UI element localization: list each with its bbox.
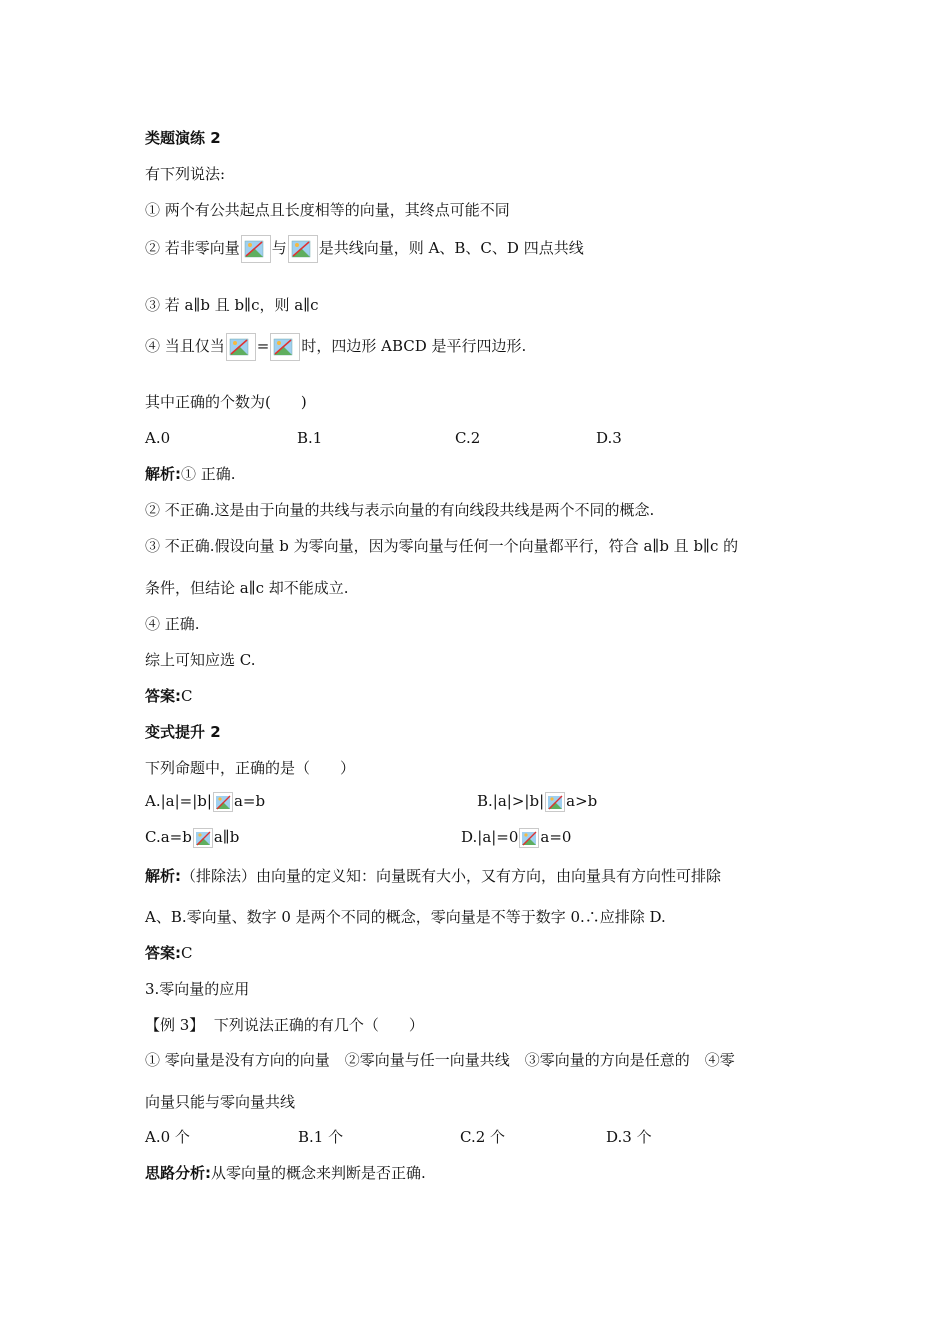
broken-image-icon (270, 333, 300, 361)
option-b: B.1 (297, 429, 323, 447)
broken-image-icon (241, 235, 271, 263)
section-heading: 3.零向量的应用 (145, 980, 250, 998)
option-b (477, 790, 597, 812)
intro-text: 有下列说法: (145, 165, 226, 183)
analysis-line: ② 不正确.这是由于向量的共线与表示向量的有向线段共线是两个不同的概念. (145, 501, 655, 519)
option-c: C.2 个 (460, 1128, 506, 1146)
broken-image-icon (288, 235, 318, 263)
option-d (461, 826, 571, 848)
option-c (145, 826, 239, 848)
statement-4 (145, 333, 526, 361)
statement-4-part: 时，四边形 ABCD 是平行四边形. (301, 337, 527, 355)
thinking-line (145, 1162, 426, 1184)
answer-label: 答案: (145, 944, 181, 962)
broken-image-icon (519, 828, 539, 848)
example-text: 下列说法正确的有几个（ ） (213, 1016, 424, 1034)
option-part: a>b (566, 792, 598, 810)
option-d: D.3 个 (606, 1128, 652, 1146)
thinking-label: 思路分析: (145, 1164, 211, 1182)
statement-2-part: 与 (271, 239, 287, 257)
analysis-label: 解析: (145, 465, 181, 483)
example-line (145, 1014, 424, 1036)
analysis-line: ③ 不正确.假设向量 b 为零向量，因为零向量与任何一个向量都平行，符合 a∥b 且 b∥c 的 (145, 537, 739, 555)
analysis-label: 解析: (145, 867, 181, 885)
answer-line (145, 942, 192, 964)
answer-value: C (181, 944, 193, 962)
broken-image-icon (193, 828, 213, 848)
analysis-line (145, 463, 236, 485)
statement-1: ① 两个有公共起点且长度相等的向量，其终点可能不同 (145, 201, 510, 219)
option-part: a=b (233, 792, 266, 810)
section-heading: 类题演练 2 (145, 129, 221, 147)
analysis-text: （排除法）由向量的定义知：向量既有大小，又有方向，由向量具有方向性可排除 (181, 867, 722, 885)
items-line: 向量只能与零向量共线 (145, 1093, 296, 1111)
analysis-line: ④ 正确. (145, 615, 200, 633)
answer-value: C (181, 687, 193, 705)
statement-2 (145, 235, 584, 263)
statement-4-part: ④ 当且仅当 (145, 337, 225, 355)
analysis-line (145, 865, 721, 887)
statement-4-part: = (256, 337, 270, 355)
section-heading: 变式提升 2 (145, 723, 221, 741)
option-part: B.|a|>|b| (477, 792, 545, 810)
broken-image-icon (226, 333, 256, 361)
analysis-line: A、B.零向量、数字 0 是两个不同的概念，零向量是不等于数字 0.∴应排除 D. (145, 908, 666, 926)
analysis-text: ① 正确. (181, 465, 236, 483)
example-label: 【例 3】 (145, 1016, 205, 1034)
option-d: D.3 (596, 429, 622, 447)
option-a: A.0 个 (145, 1128, 190, 1146)
option-part: D.|a|=0 (461, 828, 519, 846)
statement-2-part: ② 若非零向量 (145, 239, 240, 257)
statement-3: ③ 若 a∥b 且 b∥c，则 a∥c (145, 296, 319, 314)
option-c: C.2 (455, 429, 481, 447)
question-text: 其中正确的个数为( ) (145, 393, 307, 411)
option-part: C.a=b (145, 828, 192, 846)
option-part: a=0 (540, 828, 572, 846)
broken-image-icon (545, 792, 565, 812)
broken-image-icon (213, 792, 233, 812)
summary-line: 综上可知应选 C. (145, 651, 256, 669)
option-part: A.|a|=|b| (145, 792, 212, 810)
answer-label: 答案: (145, 687, 181, 705)
question-text: 下列命题中，正确的是（ ） (145, 759, 356, 777)
statement-2-part: 是共线向量，则 A、B、C、D 四点共线 (318, 239, 584, 257)
option-part: a∥b (213, 828, 240, 846)
thinking-text: 从零向量的概念来判断是否正确. (211, 1164, 426, 1182)
items-line: ① 零向量是没有方向的向量 ②零向量与任一向量共线 ③零向量的方向是任意的 ④零 (145, 1051, 735, 1069)
answer-line (145, 685, 192, 707)
option-b: B.1 个 (298, 1128, 344, 1146)
option-a (145, 790, 265, 812)
analysis-line: 条件，但结论 a∥c 却不能成立. (145, 579, 349, 597)
option-a: A.0 (145, 429, 171, 447)
